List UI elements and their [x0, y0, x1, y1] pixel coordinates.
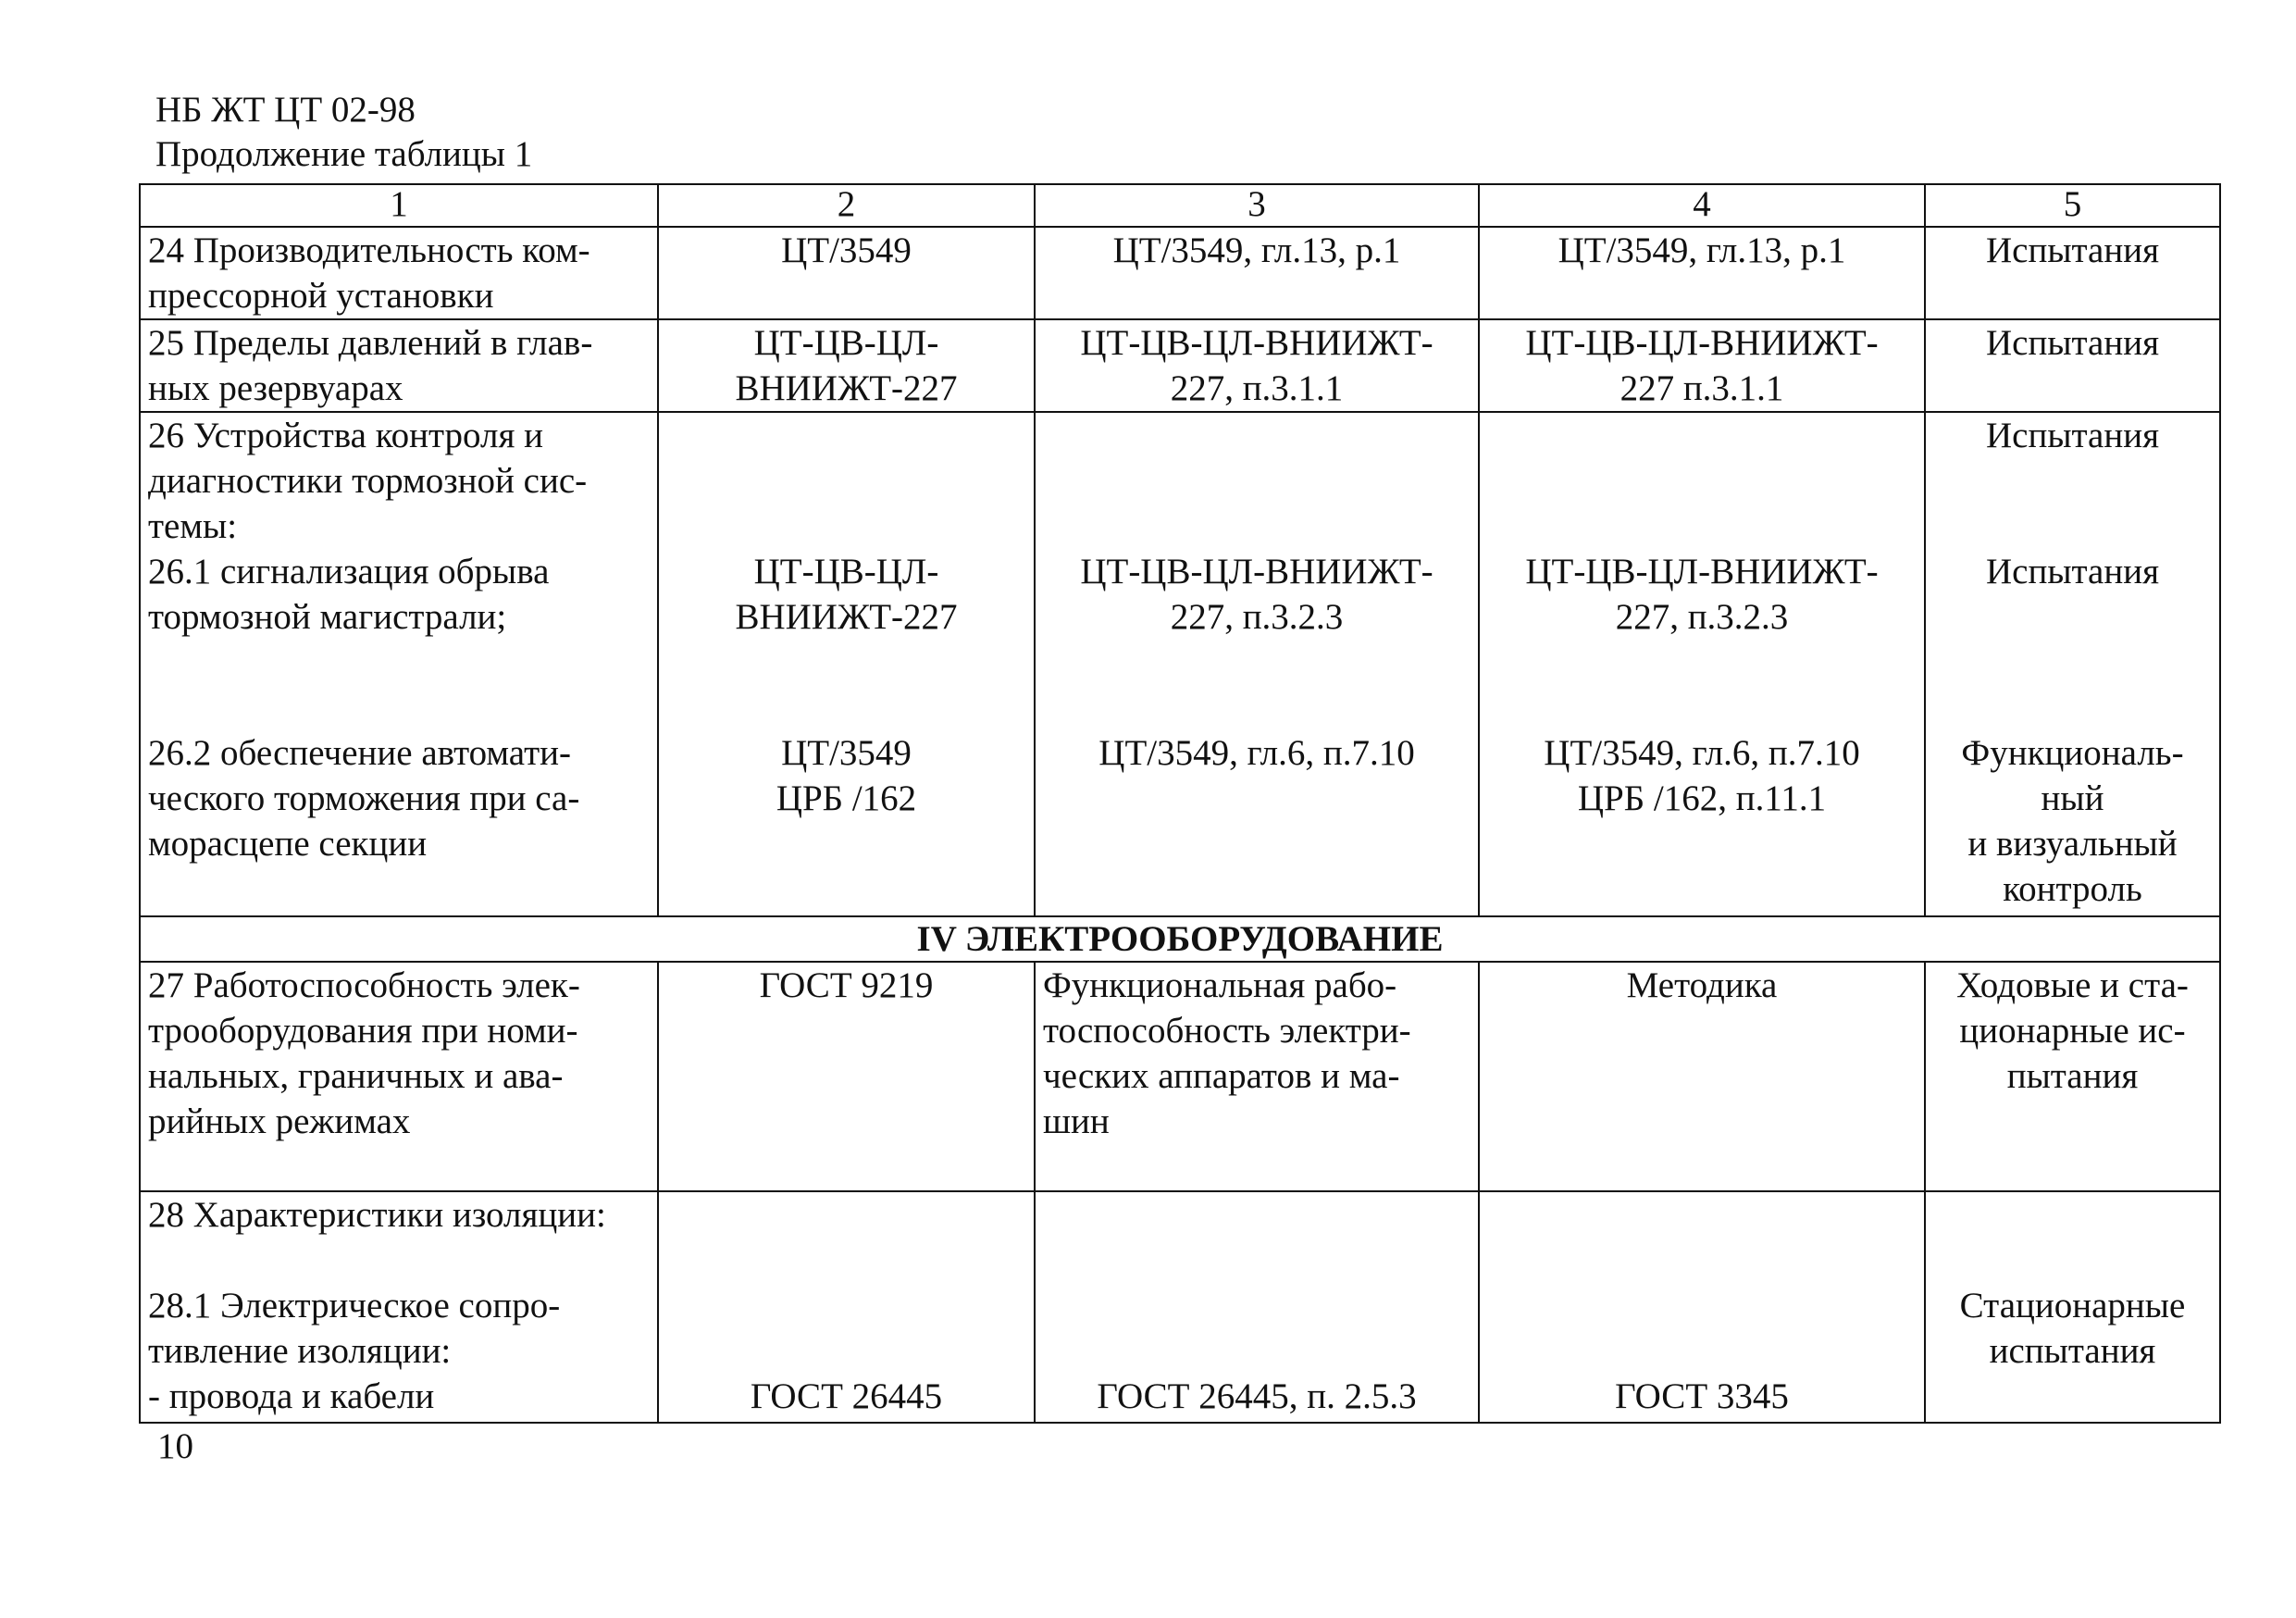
- cell-parameter: [140, 1191, 658, 1423]
- cell-line: ЦТ/3549, гл.13, р.1: [1558, 230, 1846, 270]
- column-header-5: 5: [1925, 184, 2220, 227]
- cell-line: диагностики тормозной сис-: [148, 461, 588, 501]
- cell-line: ЦТ/3549, гл.6, п.7.10: [1544, 733, 1860, 773]
- cell-line: трооборудования при номи-: [148, 1011, 578, 1051]
- table-row-25: [140, 319, 2220, 412]
- cell-line: ческих аппаратов и ма-: [1043, 1056, 1400, 1096]
- cell-line: 227 п.3.1.1: [1620, 368, 1784, 408]
- cell-line: ЦРБ /162: [776, 778, 917, 818]
- cell-line: ческого торможения при са-: [148, 778, 580, 818]
- table-continuation-title: Продолжение таблицы 1: [155, 134, 533, 174]
- cell-line: ГОСТ 26445: [750, 1376, 943, 1416]
- cell-normative-doc: [658, 319, 1035, 412]
- cell-requirement-ref: [1035, 962, 1479, 1191]
- cell-parameter: [140, 227, 658, 319]
- cell-line: Испытания: [1985, 552, 2160, 591]
- cell-line: ЦТ/3549, гл.13, р.1: [1112, 230, 1401, 270]
- cell-parameter: [140, 962, 658, 1191]
- cell-line: Испытания: [1985, 230, 2160, 270]
- table-row-24: [140, 227, 2220, 319]
- cell-method-ref: [1479, 412, 1925, 916]
- cell-line: 24 Производительность ком-: [148, 230, 590, 270]
- column-number-row: [140, 184, 2220, 227]
- cell-normative-doc: [658, 412, 1035, 916]
- cell-requirement-ref: [1035, 227, 1479, 319]
- cell-line: Функциональ-: [1961, 733, 2184, 773]
- cell-method-ref: [1479, 319, 1925, 412]
- cell-line: рийных режимах: [148, 1101, 411, 1141]
- cell-line: контроль: [2003, 869, 2142, 909]
- cell-line: пытания: [2006, 1056, 2139, 1096]
- cell-line: ЦТ-ЦВ-ЦЛ-ВНИИЖТ-: [1080, 552, 1433, 591]
- cell-requirement-ref: [1035, 1191, 1479, 1423]
- cell-requirement-ref: [1035, 319, 1479, 412]
- document-code: НБ ЖТ ЦТ 02-98: [155, 90, 416, 130]
- cell-test-type: [1925, 412, 2220, 916]
- cell-line: ный: [2041, 778, 2104, 818]
- cell-line: 26.2 обеспечение автомати-: [148, 733, 572, 773]
- cell-line: Стационарные: [1959, 1286, 2186, 1326]
- column-header-4: 4: [1479, 184, 1925, 227]
- cell-normative-doc: [658, 1191, 1035, 1423]
- cell-line: - провода и кабели: [148, 1376, 435, 1416]
- cell-line: 227, п.3.1.1: [1170, 368, 1344, 408]
- section-title: IV ЭЛЕКТРООБОРУДОВАНИЕ: [140, 916, 2220, 962]
- cell-line: ЦТ-ЦВ-ЦЛ-: [753, 323, 939, 363]
- cell-line: Испытания: [1985, 416, 2160, 455]
- cell-line: тормозной магистрали;: [148, 597, 507, 637]
- cell-line: ЦТ-ЦВ-ЦЛ-ВНИИЖТ-: [1525, 323, 1879, 363]
- cell-line: 227, п.3.2.3: [1615, 597, 1789, 637]
- cell-method-ref: [1479, 227, 1925, 319]
- cell-test-type: [1925, 319, 2220, 412]
- cell-line: ЦТ/3549: [781, 230, 912, 270]
- cell-line: ГОСТ 26445, п. 2.5.3: [1097, 1376, 1417, 1416]
- cell-line: ГОСТ 3345: [1615, 1376, 1789, 1416]
- cell-line: 227, п.3.2.3: [1170, 597, 1344, 637]
- cell-method-ref: [1479, 962, 1925, 1191]
- cell-line: ВНИИЖТ-227: [735, 368, 958, 408]
- cell-line: 27 Работоспособность элек-: [148, 965, 580, 1005]
- cell-line: ВНИИЖТ-227: [735, 597, 958, 637]
- cell-test-type: [1925, 962, 2220, 1191]
- cell-line: темы:: [148, 506, 238, 546]
- requirements-table: [139, 183, 2221, 1424]
- cell-line: 25 Пределы давлений в глав-: [148, 323, 593, 363]
- cell-line: прессорной установки: [148, 276, 494, 316]
- cell-normative-doc: [658, 227, 1035, 319]
- cell-line: 28.1 Электрическое сопро-: [148, 1286, 561, 1326]
- cell-line: Испытания: [1985, 323, 2160, 363]
- cell-normative-doc: [658, 962, 1035, 1191]
- cell-line: ЦТ/3549: [781, 733, 912, 773]
- cell-line: морасцепе секции: [148, 824, 428, 864]
- section-row: [140, 916, 2220, 962]
- cell-line: шин: [1043, 1101, 1110, 1141]
- cell-line: ЦТ-ЦВ-ЦЛ-ВНИИЖТ-: [1525, 552, 1879, 591]
- cell-line: и визуальный: [1967, 824, 2178, 864]
- page-number: 10: [157, 1426, 193, 1466]
- cell-line: 26 Устройства контроля и: [148, 416, 544, 455]
- table-row-26: [140, 412, 2220, 916]
- cell-line: ЦТ-ЦВ-ЦЛ-: [753, 552, 939, 591]
- cell-parameter: [140, 319, 658, 412]
- column-header-3: 3: [1035, 184, 1479, 227]
- cell-line: ных резервуарах: [148, 368, 403, 408]
- cell-parameter: [140, 412, 658, 916]
- cell-line: 28 Характеристики изоляции:: [148, 1195, 606, 1235]
- cell-line: испытания: [1989, 1331, 2156, 1371]
- table-row-27: [140, 962, 2220, 1191]
- column-header-2: 2: [658, 184, 1035, 227]
- cell-line: нальных, граничных и ава-: [148, 1056, 564, 1096]
- cell-line: ГОСТ 9219: [759, 965, 934, 1005]
- cell-line: тоспособность электри-: [1043, 1011, 1411, 1051]
- cell-line: ЦТ-ЦВ-ЦЛ-ВНИИЖТ-: [1080, 323, 1433, 363]
- cell-line: Ходовые и ста-: [1956, 965, 2189, 1005]
- cell-requirement-ref: [1035, 412, 1479, 916]
- table-row-28: [140, 1191, 2220, 1423]
- cell-method-ref: [1479, 1191, 1925, 1423]
- cell-line: 26.1 сигнализация обрыва: [148, 552, 550, 591]
- cell-line: Методика: [1626, 965, 1778, 1005]
- cell-line: Функциональная рабо-: [1043, 965, 1397, 1005]
- cell-line: ционарные ис-: [1959, 1011, 2186, 1051]
- cell-line: тивление изоляции:: [148, 1331, 452, 1371]
- cell-test-type: [1925, 1191, 2220, 1423]
- cell-line: ЦРБ /162, п.11.1: [1577, 778, 1827, 818]
- cell-test-type: [1925, 227, 2220, 319]
- cell-line: ЦТ/3549, гл.6, п.7.10: [1098, 733, 1415, 773]
- column-header-1: 1: [140, 184, 658, 227]
